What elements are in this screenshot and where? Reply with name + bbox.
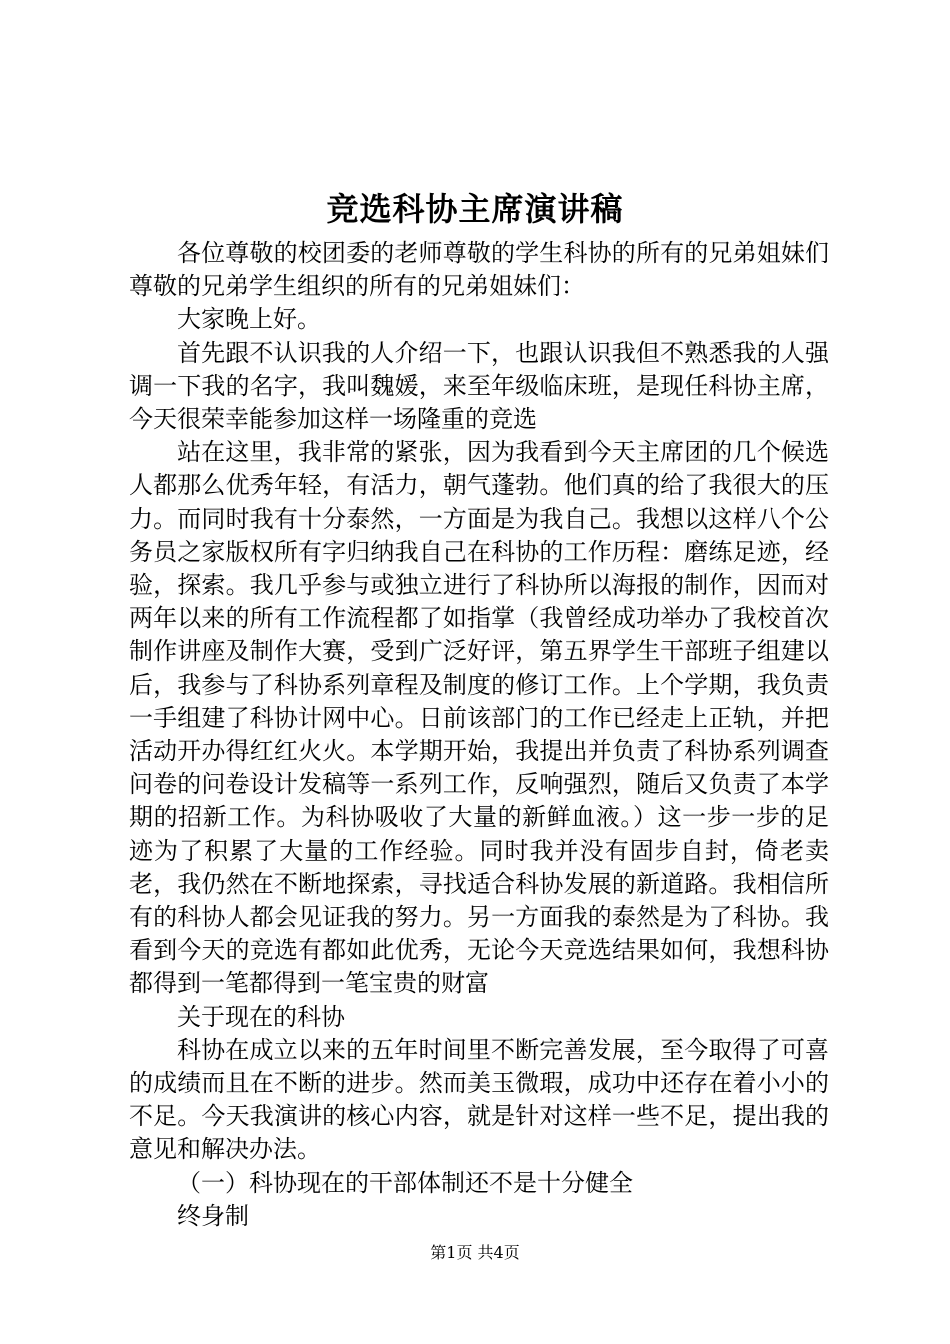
paragraph-greeting: 各位尊敬的校团委的老师尊敬的学生科协的所有的兄弟姐妹们尊敬的兄弟学生组织的所有的兄弟姐妹们：: [129, 239, 829, 301]
paragraph-experience: 站在这里，我非常的紧张，因为我看到今天主席团的几个候选人都那么优秀年轻，有活力，朝气蓬勃。他们真的给了我很大的压力。而同时我有十分泰然，一方面是为我自己。我想以这样八个公务员之家版权所有字归纳我自己在科协的工作历程：磨练足迹，经验，探索。我几乎参与或独立进行了科协所以海报的制作，因而对两年以来的所有工作流程都了如指掌（我曾经成功举办了我校首次制作讲座及制作大赛，受到广泛好评，第五界学生干部班子组建以后，我参与了科协系列章程及制度的修订工作。上个学期，我负责一手组建了科协计网中心。日前该部门的工作已经走上正轨，并把活动开办得红红火火。本学期开始，我提出并负责了科协系列调查问卷的问卷设计发稿等一系列工作，反响强烈，随后又负责了本学期的招新工作。为科协吸收了大量的新鲜血液。）这一步一步的足迹为了积累了大量的工作经验。同时我并没有固步自封，倚老卖老，我仍然在不断地探索，寻找适合科协发展的新道路。我相信所有的科协人都会见证我的努力。另一方面我的泰然是为了科协。我看到今天的竞选有都如此优秀，无论今天竞选结果如何，我想科协都得到一笔都得到一笔宝贵的财富: [129, 438, 829, 998]
document-body: [129, 237, 829, 1233]
paragraph-lifetime-system: 终身制: [177, 1201, 249, 1230]
page-footer: 第1页 共4页: [430, 1243, 520, 1262]
paragraph-salutation: 大家晚上好。: [177, 305, 321, 334]
paragraph-subheading-1: （一）科协现在的干部体制还不是十分健全: [177, 1168, 633, 1197]
paragraph-section-heading: 关于现在的科协: [177, 1002, 345, 1031]
document-title: 竞选科协主席演讲稿: [326, 190, 624, 228]
paragraph-introduction: 首先跟不认识我的人介绍一下，也跟认识我但不熟悉我的人强调一下我的名字，我叫魏媛，来至年级临床班，是现任科协主席，今天很荣幸能参加这样一场隆重的竞选: [129, 338, 829, 434]
paragraph-current-status: 科协在成立以来的五年时间里不断完善发展，至今取得了可喜的成绩而且在不断的进步。然而美玉微瑕，成功中还存在着小小的不足。今天我演讲的核心内容，就是针对这样一些不足，提出我的意见和解决办法。: [129, 1035, 829, 1164]
